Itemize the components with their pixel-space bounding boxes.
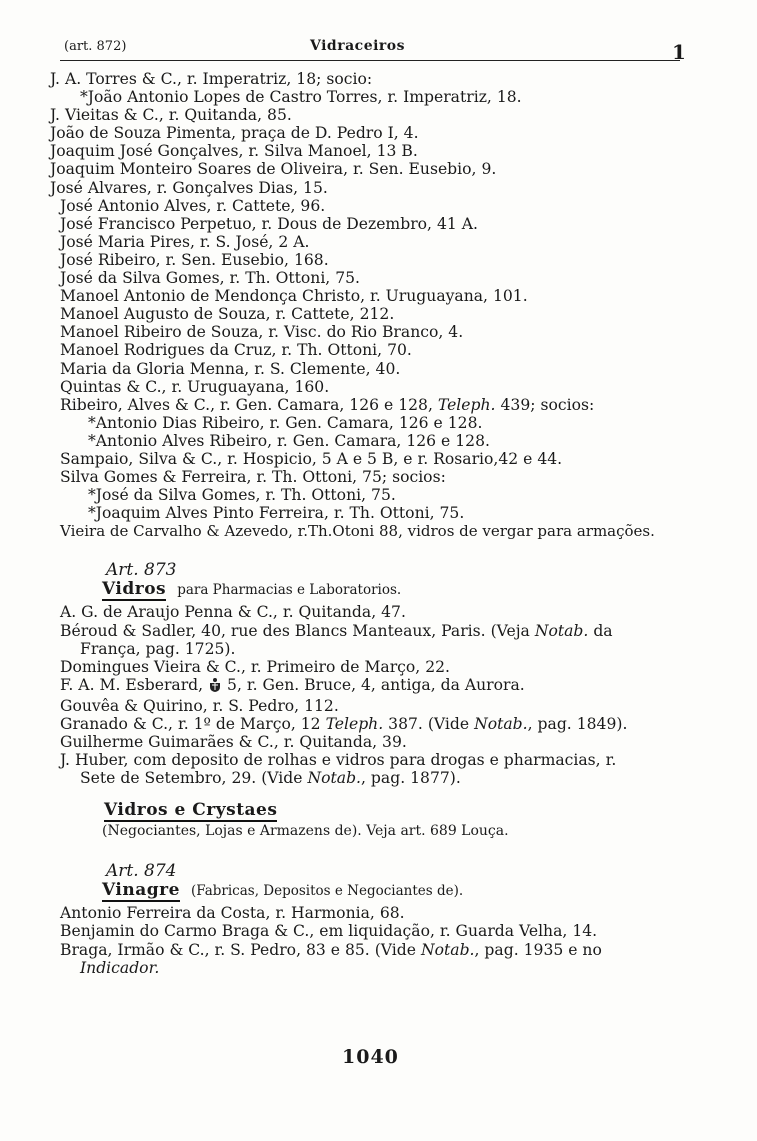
list-item: Manoel Antonio de Mendonça Christo, r. Uruguayana, 101.: [60, 287, 528, 306]
entry-text: 439; socios:: [500, 395, 595, 414]
entry-text: , pag. 1877).: [361, 769, 461, 788]
article-ref: (art. 872): [64, 39, 127, 54]
list-item: Joaquim Monteiro Soares de Oliveira, r. Sen. Eusebio, 9.: [50, 160, 497, 179]
entry-text: Braga, Irmão & C., r. S. Pedro, 83 e 85. (Vide: [60, 940, 416, 959]
list-item: [50, 769, 710, 787]
article-number: Art. 873: [106, 560, 177, 581]
list-item: Domingues Vieira & C., r. Primeiro de Março, 22.: [60, 657, 451, 676]
list-item: Benjamin do Carmo Braga & C., em liquidação, r. Guarda Velha, 14.: [60, 922, 598, 941]
section-title: Vinagre: [102, 880, 180, 901]
notab-ref: Notab.: [420, 940, 475, 959]
list-item: [50, 941, 710, 959]
section-heading: [50, 580, 710, 599]
indicador-ref: Indicador.: [80, 958, 160, 977]
list-item: Gouvêa & Quirino, r. S. Pedro, 112.: [60, 696, 339, 715]
notab-ref: Notab.: [307, 769, 362, 788]
list-item: José Ribeiro, r. Sen. Eusebio, 168.: [60, 250, 329, 269]
list-item: José Alvares, r. Gonçalves Dias, 15.: [50, 178, 328, 197]
list-item: Manoel Rodrigues da Cruz, r. Th. Ottoni, 70.: [60, 341, 412, 360]
teleph-label: Teleph.: [325, 715, 384, 733]
list-item: [50, 959, 710, 977]
page-title: Vidraceiros: [310, 38, 406, 54]
page-number: 1040: [342, 1046, 399, 1068]
entry-text: da: [593, 621, 613, 640]
article-number: Art. 874: [106, 861, 177, 882]
list-item: João de Souza Pimenta, praça de D. Pedro I, 4.: [50, 124, 419, 143]
coat-of-arms-icon: [208, 677, 222, 697]
section-subtitle: para Pharmacias e Laboratorios.: [177, 582, 402, 599]
list-item: *João Antonio Lopes de Castro Torres, r. Imperatriz, 18.: [80, 88, 522, 107]
section-subtitle: (Fabricas, Depositos e Negociantes de).: [190, 883, 464, 900]
list-item: José Antonio Alves, r. Cattete, 96.: [60, 196, 326, 215]
list-item: J. Huber, com deposito de rolhas e vidros para drogas e pharmacias, r.: [60, 751, 617, 770]
entry-text: , pag. 1849).: [527, 715, 628, 733]
list-item: [50, 396, 710, 414]
list-item: Silva Gomes & Ferreira, r. Th. Ottoni, 75; socios:: [60, 468, 446, 487]
section-heading: [50, 881, 710, 900]
entry-text: , pag. 1935 e no: [474, 940, 602, 959]
list-item: *Antonio Dias Ribeiro, r. Gen. Camara, 126 e 128.: [88, 413, 483, 432]
section-title: Vidros: [102, 579, 167, 600]
list-item: Guilherme Guimarães & C., r. Quitanda, 39.: [60, 733, 407, 752]
list-item: José da Silva Gomes, r. Th. Ottoni, 75.: [60, 269, 361, 288]
entry-text: Béroud & Sadler, 40, rue des Blancs Manteaux, Paris. (Veja: [60, 621, 530, 640]
margin-mark: 1: [672, 40, 686, 64]
list-item: *José da Silva Gomes, r. Th. Ottoni, 75.: [88, 486, 396, 505]
list-item: Sampaio, Silva & C., r. Hospicio, 5 A e 5 B, e r. Rosario,42 e 44.: [60, 449, 563, 468]
list-item: França, pag. 1725).: [80, 639, 236, 658]
entry-text: 5, r. Gen. Bruce, 4, antiga, da Aurora.: [227, 675, 525, 694]
page-body: [50, 70, 710, 977]
notab-ref: Notab.: [534, 621, 589, 640]
section-heading: [50, 801, 710, 819]
list-item: Manoel Ribeiro de Souza, r. Visc. do Rio Branco, 4.: [60, 323, 464, 342]
entry-text: Ribeiro, Alves & C., r. Gen. Camara, 126 e 128,: [60, 395, 433, 414]
section-title: Vidros e Crystaes: [104, 800, 278, 821]
list-item: José Francisco Perpetuo, r. Dous de Dezembro, 41 A.: [60, 214, 478, 233]
list-item: [50, 715, 710, 733]
entry-text: Sete de Setembro, 29. (Vide: [80, 769, 303, 788]
list-item: [50, 622, 710, 640]
list-item: Antonio Ferreira da Costa, r. Harmonia, 68.: [60, 904, 405, 923]
list-item: José Maria Pires, r. S. José, 2 A.: [60, 232, 310, 251]
list-item: Maria da Gloria Menna, r. S. Clemente, 40.: [60, 359, 401, 378]
list-item: *Joaquim Alves Pinto Ferreira, r. Th. Ottoni, 75.: [88, 504, 465, 523]
list-item: J. A. Torres & C., r. Imperatriz, 18; socio:: [50, 70, 373, 88]
list-item: Manoel Augusto de Souza, r. Cattete, 212.: [60, 305, 395, 324]
notab-ref: Notab.: [474, 715, 528, 733]
list-item: J. Vieitas & C., r. Quitanda, 85.: [50, 106, 292, 125]
entry-text: Granado & C., r. 1º de Março, 12: [60, 715, 321, 733]
entry-text: 387. (Vide: [388, 715, 470, 733]
list-item: Quintas & C., r. Uruguayana, 160.: [60, 377, 330, 396]
list-item: Vieira de Carvalho & Azevedo, r.Th.Otoni 88, vidros de vergar para armações.: [60, 522, 655, 541]
teleph-label: Teleph.: [437, 395, 496, 414]
list-item: *Antonio Alves Ribeiro, r. Gen. Camara, 126 e 128.: [88, 431, 490, 450]
section-note: (Negociantes, Lojas e Armazens de). Veja art. 689 Louça.: [102, 823, 509, 840]
list-item: [50, 676, 710, 697]
list-item: A. G. de Araujo Penna & C., r. Quitanda, 47.: [60, 603, 406, 622]
entry-text: F. A. M. Esberard,: [60, 675, 204, 694]
running-header: [60, 36, 680, 61]
list-item: Joaquim José Gonçalves, r. Silva Manoel, 13 B.: [50, 142, 418, 161]
